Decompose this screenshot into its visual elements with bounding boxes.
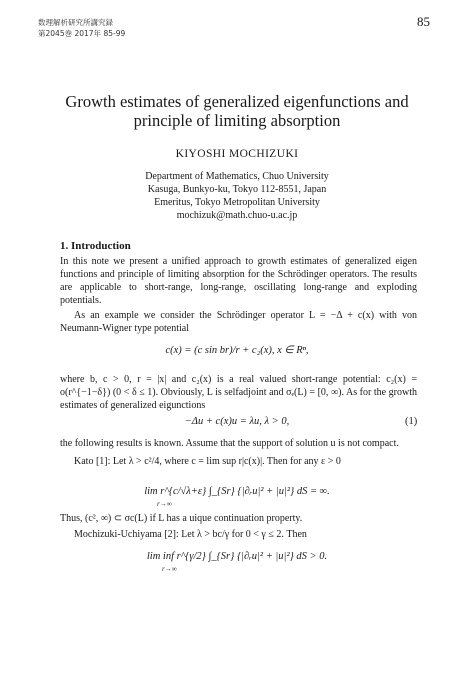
paper-title-line-2: principle of limiting absorption bbox=[133, 111, 341, 130]
affiliation-line-3: Emeritus, Tokyo Metropolitan University bbox=[154, 197, 320, 208]
equation-mu: lim inf r^{γ/2} ∫_{Sr} {|∂ᵣu|² + |u|²} dS > 0. bbox=[146, 551, 328, 562]
paragraph-mochizuki-uchiyama: Mochizuki-Uchiyama [2]: Let λ > bc/γ for 0 < γ ≤ 2. Then bbox=[74, 529, 307, 540]
equation-kato: lim r^{c/√λ+ε} ∫_{Sr} {|∂ᵣu|² + |u|²} dS = ∞. bbox=[144, 486, 330, 497]
paper-title-line-1: Growth estimates of generalized eigenfunctions and bbox=[65, 92, 409, 111]
equation-mu-subscript: r→∞ bbox=[162, 565, 177, 573]
journal-name: 数理解析研究所講究録 bbox=[38, 18, 113, 27]
issue-info: 第2045巻 2017年 85-99 bbox=[38, 29, 126, 38]
equation-kato-subscript: r→∞ bbox=[157, 500, 172, 508]
section-heading: 1. Introduction bbox=[60, 240, 131, 252]
affiliation-line-1: Department of Mathematics, Chuo University bbox=[145, 171, 329, 182]
paragraph-intro: In this note we present a unified approach to growth estimates of generalized eigen functions and principle of limiting absorption for the Schrödinger operators. The results are applicable to short-range, long-range, oscillating long-range and exploding potentials. bbox=[60, 256, 417, 306]
paragraph-results: the following results is known. Assume that the support of solution u is not compact. bbox=[60, 438, 399, 449]
paragraph-where: where b, c > 0, r = |x| and c₂(x) is a real valued short-range potential: c₂(x) = o(r^{−1−δ}) (0 < δ ≤ 1). Obviously, L is selfadjoint and σₑ(L) = [0, ∞). As for the growth estimates of generalized eigunctions bbox=[60, 374, 417, 411]
affiliation-line-2: Kasuga, Bunkyo-ku, Tokyo 112-8551, Japan bbox=[147, 184, 327, 195]
equation-1: −Δu + c(x)u = λu, λ > 0, bbox=[184, 416, 290, 427]
paragraph-thus: Thus, (c², ∞) ⊂ σc(L) if L has a uique continuation property. bbox=[60, 513, 303, 524]
author-name: KIYOSHI MOCHIZUKI bbox=[175, 148, 299, 160]
author-email: mochizuk@math.chuo-u.ac.jp bbox=[176, 210, 298, 221]
equation-1-label: (1) bbox=[405, 416, 418, 427]
equation-potential: c(x) = (c sin br)/r + c₂(x), x ∈ Rⁿ, bbox=[165, 345, 309, 356]
paragraph-example: As an example we consider the Schrödinger operator L = −Δ + c(x) with von Neumann-Wigner type potential bbox=[60, 310, 417, 334]
page-number: 85 bbox=[417, 14, 430, 29]
paragraph-kato: Kato [1]: Let λ > c²/4, where c = lim sup r|c(x)|. Then for any ε > 0 bbox=[74, 456, 341, 467]
